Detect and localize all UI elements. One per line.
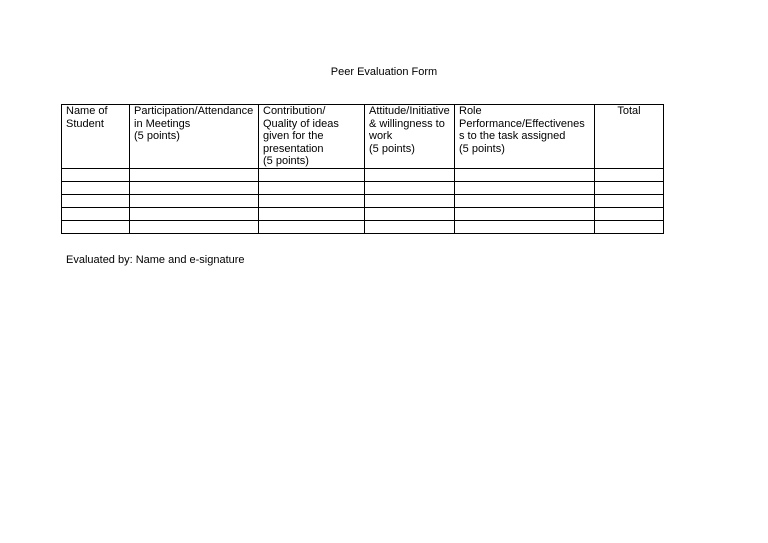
- table-cell[interactable]: [259, 182, 365, 195]
- table-cell[interactable]: [62, 169, 130, 182]
- table-cell[interactable]: [455, 208, 595, 221]
- table-row: [62, 221, 664, 234]
- header-total: Total: [595, 105, 664, 169]
- table-cell[interactable]: [365, 208, 455, 221]
- table-row: [62, 182, 664, 195]
- table-cell[interactable]: [130, 208, 259, 221]
- table-cell[interactable]: [130, 195, 259, 208]
- table-cell[interactable]: [259, 195, 365, 208]
- table-cell[interactable]: [62, 195, 130, 208]
- table-cell[interactable]: [455, 195, 595, 208]
- header-row: [62, 105, 664, 169]
- table-cell[interactable]: [62, 208, 130, 221]
- table-cell[interactable]: [455, 182, 595, 195]
- table-cell[interactable]: [365, 169, 455, 182]
- table-cell[interactable]: [365, 182, 455, 195]
- table-cell[interactable]: [259, 221, 365, 234]
- table-cell[interactable]: [62, 182, 130, 195]
- table-cell[interactable]: [130, 221, 259, 234]
- header-participation: Participation/Attendance in Meetings (5 points): [130, 105, 259, 169]
- table-cell[interactable]: [595, 169, 664, 182]
- peer-evaluation-table: [61, 104, 664, 234]
- form-title: Peer Evaluation Form: [330, 66, 438, 78]
- table-cell[interactable]: [365, 221, 455, 234]
- table-cell[interactable]: [595, 208, 664, 221]
- header-name-of-student: Name of Student: [62, 105, 130, 169]
- header-contribution: Contribution/ Quality of ideas given for the presentation (5 points): [259, 105, 365, 169]
- table-cell[interactable]: [259, 169, 365, 182]
- table-cell[interactable]: [365, 195, 455, 208]
- table-cell[interactable]: [595, 221, 664, 234]
- header-role-performance: Role Performance/Effectivenes s to the task assigned (5 points): [455, 105, 595, 169]
- table-cell[interactable]: [595, 195, 664, 208]
- table-cell[interactable]: [455, 221, 595, 234]
- header-attitude: Attitude/Initiative & willingness to work (5 points): [365, 105, 455, 169]
- table-cell[interactable]: [62, 221, 130, 234]
- table-row: [62, 208, 664, 221]
- table-cell[interactable]: [259, 208, 365, 221]
- table-cell[interactable]: [130, 169, 259, 182]
- table-cell[interactable]: [595, 182, 664, 195]
- table-cell[interactable]: [130, 182, 259, 195]
- table-cell[interactable]: [455, 169, 595, 182]
- table-row: [62, 195, 664, 208]
- table-row: [62, 169, 664, 182]
- evaluated-by-line: Evaluated by: Name and e-signature: [66, 254, 245, 266]
